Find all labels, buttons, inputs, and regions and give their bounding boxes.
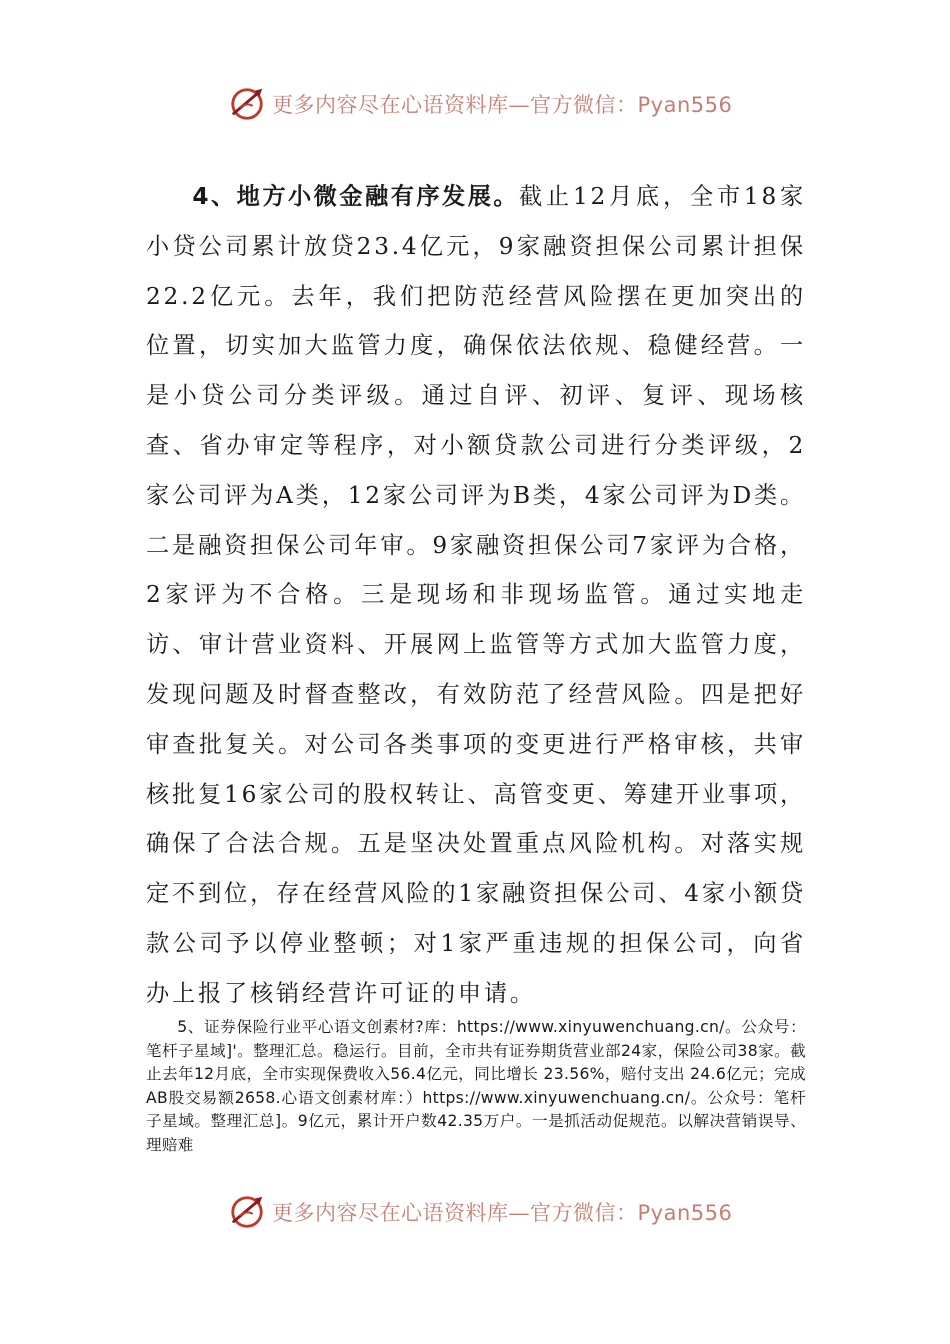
watermark-footer [228, 1190, 732, 1234]
watermark-text: 更多内容尽在心语资料库—官方微信：Pyan556 [272, 1201, 733, 1225]
logo-icon [228, 85, 266, 123]
section-4-heading: 4、地方小微金融有序发展。 [192, 183, 520, 210]
section-5-paragraph: 5、证券保险行业平心语文创素材?库：https://www.xinyuwenchuang.cn/。公众号：笔杆子星域]'。整理汇总。稳运行。目前，全市共有证券期货营业部24家，保险公司38家。截止去年12月底，全市实现保费收入56.4亿元，同比增长 23.56%，赔付支出 24.6亿元；完成AB股交易额2658.心语文创素材库：）https://www.xinyuwenchuang.cn/。公众号：笔杆子星域。整理汇总]。9亿元，累计开户数42.35万户。一是抓活动促规范。以解决营销误导、理赔难 [146, 1018, 806, 1154]
section-4-paragraph [146, 172, 806, 1019]
section-4-body: 截止12月底，全市18家小贷公司累计放贷23.4亿元，9家融资担保公司累计担保22.2亿元。去年，我们把防范经营风险摆在更加突出的位置，切实加大监管力度，确保依法依规、稳健经营。一是小贷公司分类评级。通过自评、初评、复评、现场核查、省办审定等程序，对小额贷款公司进行分类评级，2家公司评为A类，12家公司评为B类，4家公司评为D类。二是融资担保公司年审。9家融资担保公司7家评为合格，2家评为不合格。三是现场和非现场监管。通过实地走访、审计营业资料、开展网上监管等方式加大监管力度，发现问题及时督查整改，有效防范了经营风险。四是把好审查批复关。对公司各类事项的变更进行严格审核，共审核批复16家公司的股权转让、高管变更、筹建开业事项，确保了合法合规。五是坚决处置重点风险机构。对落实规定不到位，存在经营风险的1家融资担保公司、4家小额贷款公司予以停业整顿；对1家严重违规的担保公司，向省办上报了核销经营许可证的申请。 [146, 183, 806, 1007]
watermark-text: 更多内容尽在心语资料库—官方微信：Pyan556 [272, 93, 733, 117]
logo-icon [228, 1193, 266, 1231]
watermark-header [228, 82, 732, 126]
